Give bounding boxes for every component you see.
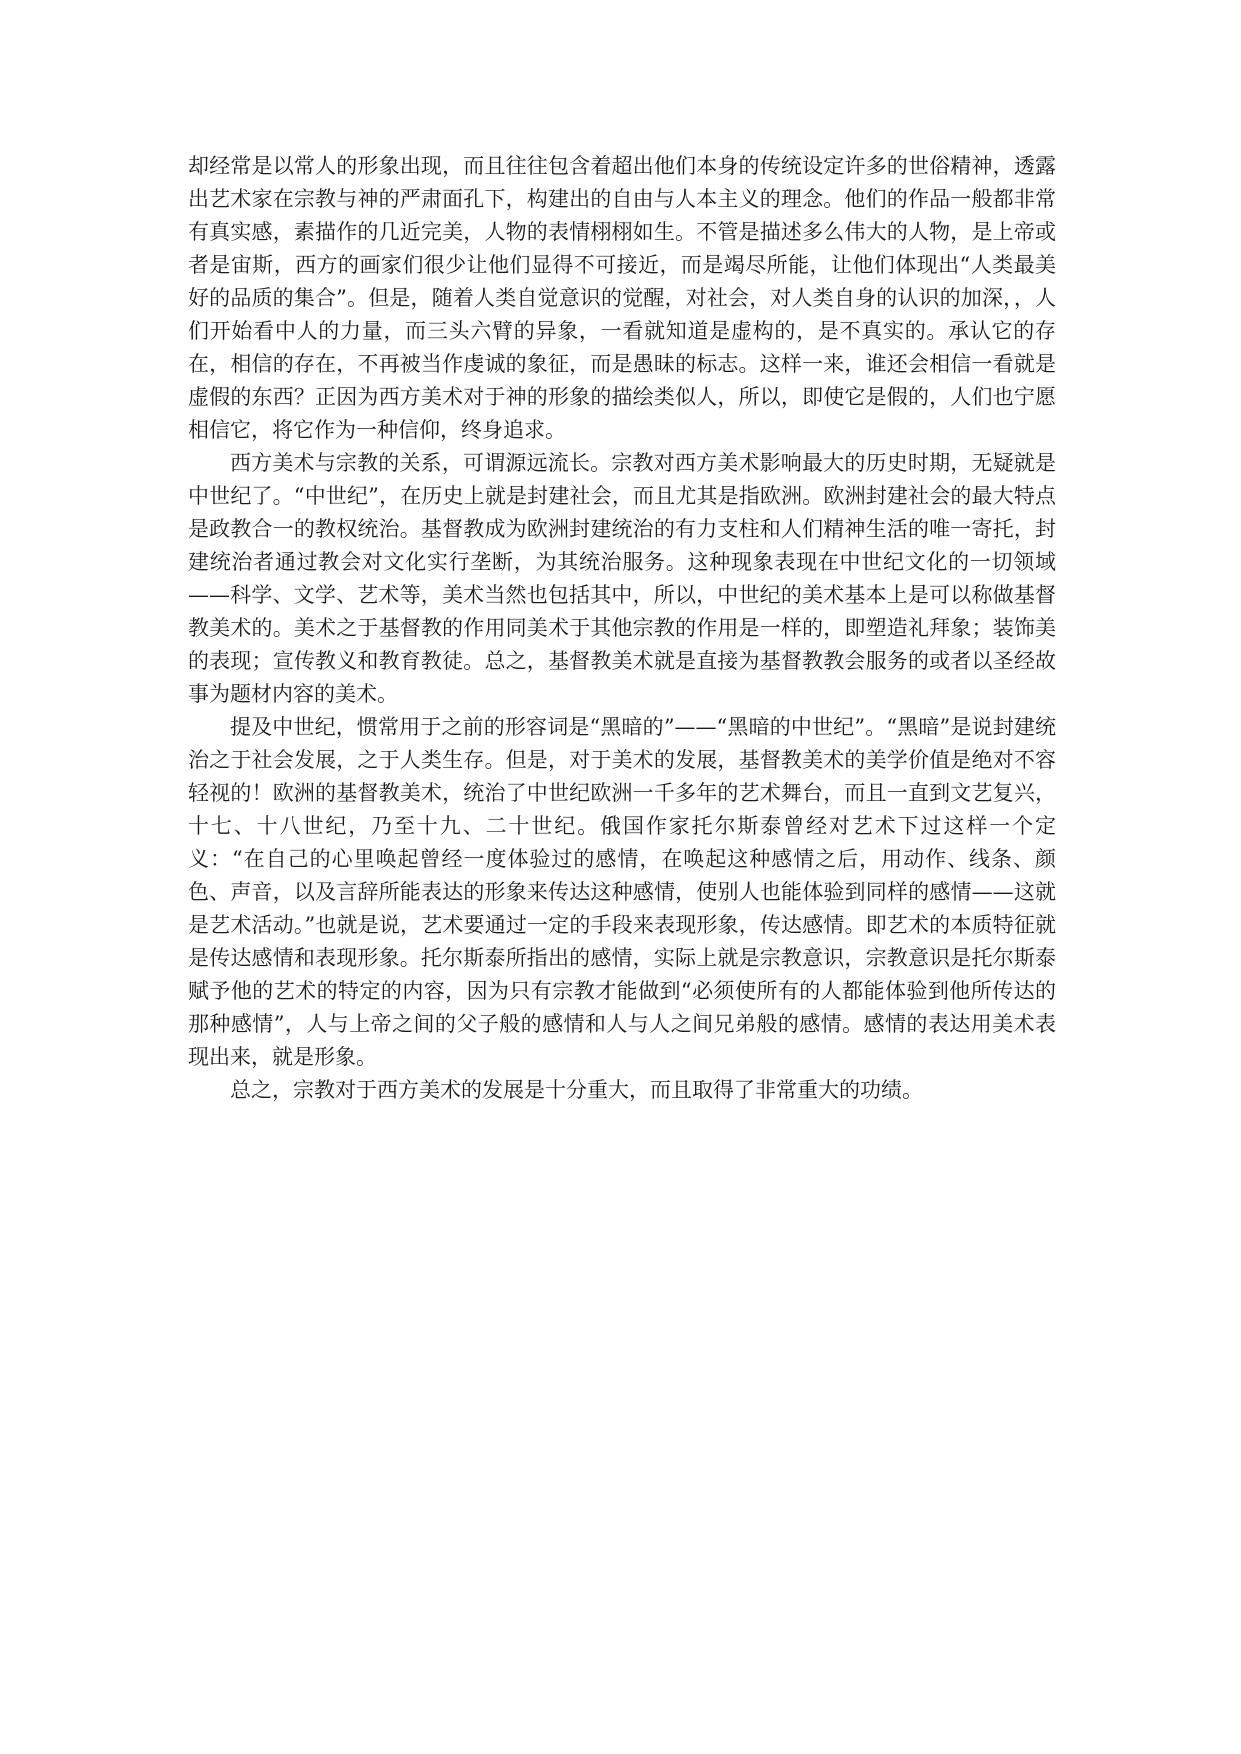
- paragraph-2: 西方美术与宗教的关系，可谓源远流长。宗教对西方美术影响最大的历史时期，无疑就是中世纪了。“中世纪”，在历史上就是封建社会，而且尤其是指欧洲。欧洲封建社会的最大特点是政教合一的教权统治。基督教成为欧洲封建统治的有力支柱和人们精神生活的唯一寄托，封建统治者通过教会对文化实行垄断，为其统治服务。这种现象表现在中世纪文化的一切领域——科学、文学、艺术等，美术当然也包括其中，所以，中世纪的美术基本上是可以称做基督教美术的。美术之于基督教的作用同美术于其他宗教的作用是一样的，即塑造礼拜象；装饰美的表现；宣传教义和教育教徒。总之，基督教美术就是直接为基督教教会服务的或者以圣经故事为题材内容的美术。: [188, 451, 1056, 706]
- paragraph-4: 总之，宗教对于西方美术的发展是十分重大，而且取得了非常重大的功绩。: [230, 1078, 923, 1102]
- body-text: [188, 150, 1056, 1107]
- paragraph-3: 提及中世纪，惯常用于之前的形容词是“黑暗的”——“黑暗的中世纪”。“黑暗”是说封建统治之于社会发展，之于人类生存。但是，对于美术的发展，基督教美术的美学价值是绝对不容轻视的！欧洲的基督教美术，统治了中世纪欧洲一千多年的艺术舞台，而且一直到文艺复兴，十七、十八世纪，乃至十九、二十世纪。俄国作家托尔斯泰曾经对艺术下过这样一个定义：“在自己的心里唤起曾经一度体验过的感情，在唤起这种感情之后，用动作、线条、颜色、声音，以及言辞所能表达的形象来传达这种感情，使别人也能体验到同样的感情——这就是艺术活动。”也就是说，艺术要通过一定的手段来表现形象，传达感情。即艺术的本质特征就是传达感情和表现形象。托尔斯泰所指出的感情，实际上就是宗教意识，宗教意识是托尔斯泰赋予他的艺术的特定的内容，因为只有宗教才能做到“必须使所有的人都能体验到他所传达的那种感情”，人与上帝之间的父子般的感情和人与人之间兄弟般的感情。感情的表达用美术表现出来，就是形象。: [188, 715, 1056, 1069]
- paragraph-1: 却经常是以常人的形象出现，而且往往包含着超出他们本身的传统设定许多的世俗精神，透露出艺术家在宗教与神的严肃面孔下，构建出的自由与人本主义的理念。他们的作品一般都非常有真实感，素描作的几近完美，人物的表情栩栩如生。不管是描述多么伟大的人物，是上帝或者是宙斯，西方的画家们很少让他们显得不可接近，而是竭尽所能，让他们体现出“人类最美好的品质的集合”。但是，随着人类自觉意识的觉醒，对社会，对人类自身的认识的加深，，人们开始看中人的力量，而三头六臂的异象，一看就知道是虚构的，是不真实的。承认它的存在，相信的存在，不再被当作虔诚的象征，而是愚昧的标志。这样一来，谁还会相信一看就是虚假的东西？正因为西方美术对于神的形象的描绘类似人，所以，即使它是假的，人们也宁愿相信它，将它作为一种信仰，终身追求。: [188, 154, 1056, 442]
